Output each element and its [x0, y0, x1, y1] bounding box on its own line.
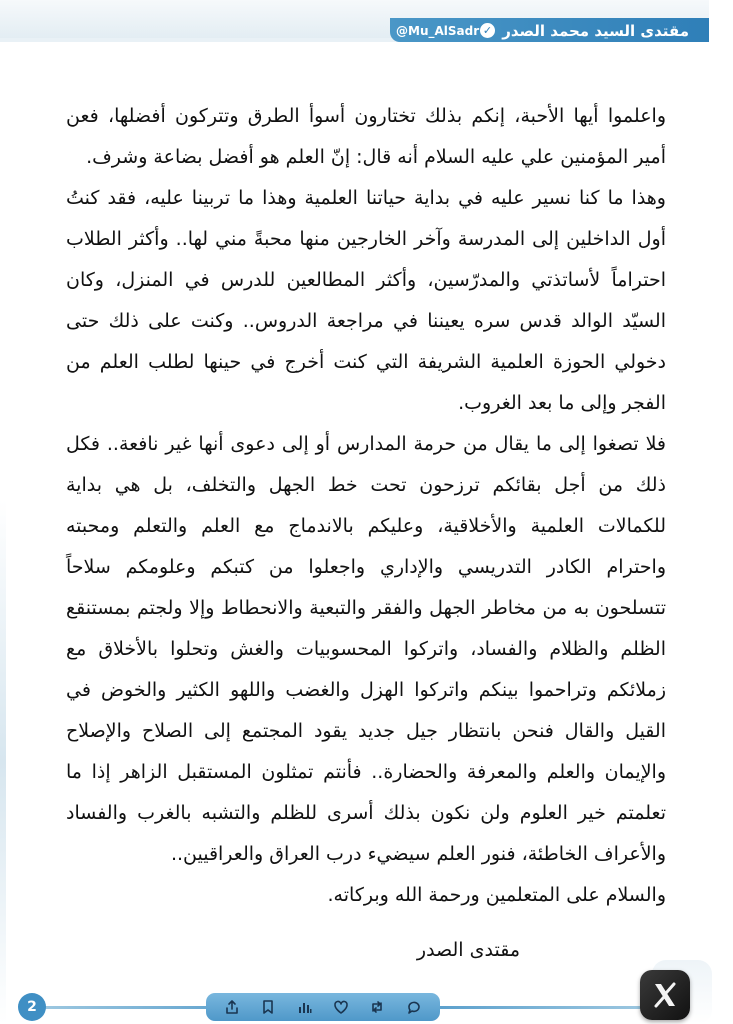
- share-icon[interactable]: [221, 996, 243, 1018]
- views-icon[interactable]: [294, 996, 316, 1018]
- post-body: [66, 96, 666, 971]
- signature: مقتدى الصدر: [416, 939, 520, 961]
- header-edge: [709, 0, 733, 46]
- paragraph: والسلام على المتعلمين ورحمة الله وبركاته.: [327, 884, 666, 906]
- repost-icon[interactable]: [366, 996, 388, 1018]
- verified-badge-icon: ✓: [480, 23, 495, 38]
- author-handle[interactable]: @Mu_AlSadr: [396, 24, 480, 38]
- paragraph: فلا تصغوا إلى ما يقال من حرمة المدارس أو إلى دعوى أنها غير نافعة.. فكل ذلك من أجل بقائكم ترزحون تحت خط الجهل والتخلف، بل هي بداية للكمالات العلمية والأخلاقية، وعليكم بالاندماج مع العلم والتعلم ومحبته واحترام الكادر التدريسي والإداري واجعلوا من كتبكم وعلومكم سلاحاً تتسلحون به من مخاطر الجهل والفقر والتبعية والانحطاط وإلا ولجتم بمستنقع الظلم والظلام والفساد، واتركوا المحسوبيات والغش وتحلوا بالأخلاق مع زملائكم وتراحموا بينكم واتركوا الهزل والغضب واللهو الكثير والخوض في القيل والقال فنحن بانتظار جيل جديد يقود المجتمع إلى الصلاح والإصلاح والإيمان والعلم والمعرفة والحضارة.. فأنتم تمثلون المستقبل الزاهر إذا ما تعلمتم خير العلوم ولن نكون بذلك أسرى للظلم والتشبه بالغرب والفساد والأعراف الخاطئة، فنور العلم سيضيء درب العراق والعراقيين..: [66, 433, 666, 865]
- x-logo-icon: [640, 970, 690, 1020]
- side-decoration: [0, 500, 6, 1024]
- like-icon[interactable]: [330, 996, 352, 1018]
- page-number-badge: 2: [18, 993, 46, 1021]
- post-header: [0, 0, 733, 46]
- post-actions-toolbar: [206, 993, 440, 1021]
- author-name[interactable]: مقتدى السيد محمد الصدر: [502, 22, 689, 40]
- reply-icon[interactable]: [403, 996, 425, 1018]
- paragraph: واعلموا أيها الأحبة، إنكم بذلك تختارون أسوأ الطرق وتتركون أفضلها، فعن أمير المؤمنين علي عليه السلام أنه قال: إنّ العلم هو أفضل بضاعة وشرف.: [66, 105, 666, 168]
- bookmark-icon[interactable]: [257, 996, 279, 1018]
- paragraph: وهذا ما كنا نسير عليه في بداية حياتنا العلمية وهذا ما تربينا عليه، فقد كنتُ أول الداخلين إلى المدرسة وآخر الخارجين منها محبةً مني لها.. وأكثر الطلاب احتراماً لأساتذتي والمدرّسين، وأكثر المطالعين للدرس في المنزل، وكان السيّد الوالد قدس سره يعيننا في مراجعة الدروس.. وكنت على ذلك حتى دخولي الحوزة العلمية الشريفة التي كنت أخرج في حينها لطلب العلم من الفجر وإلى ما بعد الغروب.: [66, 187, 666, 414]
